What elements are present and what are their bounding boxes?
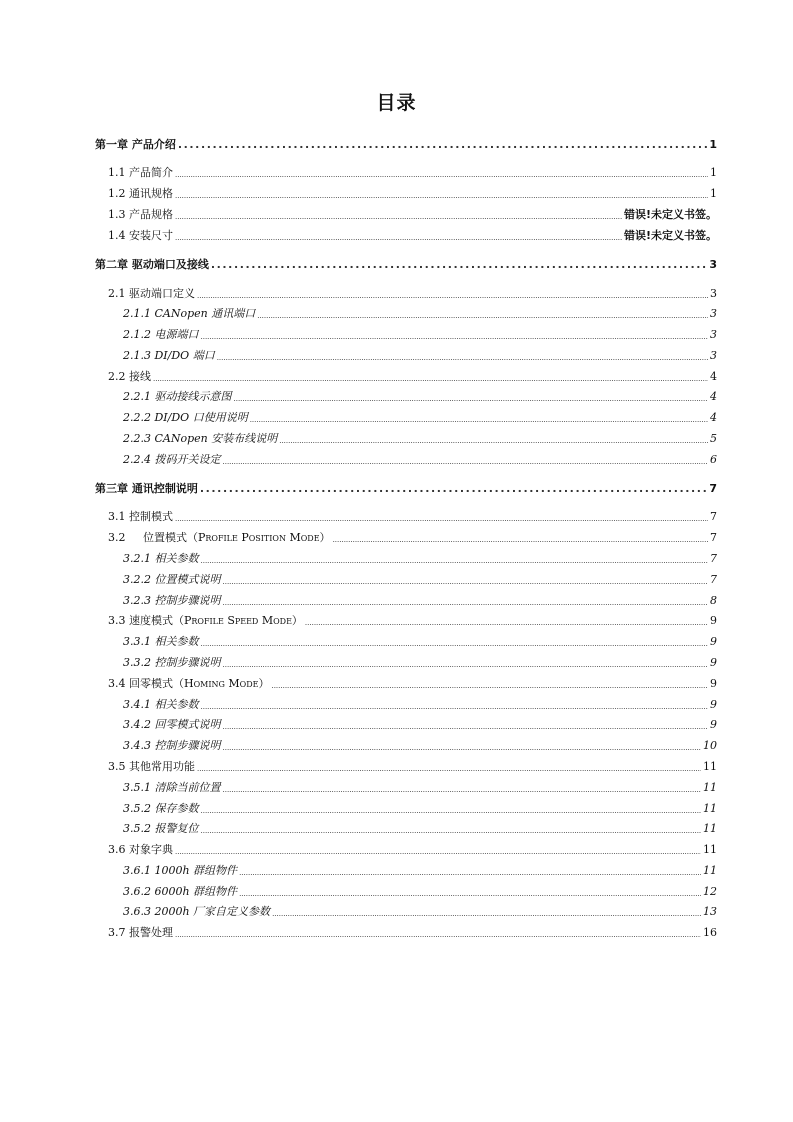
toc-entry-3-6[interactable]: [108, 842, 717, 858]
toc-entry-3-7[interactable]: [108, 925, 717, 941]
toc-page-number: 3: [710, 307, 717, 320]
toc-entry-3-2-1[interactable]: [123, 551, 717, 567]
toc-entry-3-5[interactable]: [108, 759, 717, 775]
toc-label: 3.1 控制模式: [108, 510, 173, 523]
dot-leader: [197, 763, 701, 775]
toc-entry-3-3-2[interactable]: [123, 655, 717, 671]
toc-entry-2-1-1[interactable]: [123, 306, 717, 322]
dot-leader: [175, 211, 622, 223]
toc-entry-2-2-4[interactable]: [123, 452, 717, 468]
toc-label: 3.2.3 控制步骤说明: [123, 594, 221, 607]
toc-label: 2.1.1 CANopen 通讯端口: [123, 307, 256, 320]
toc-label: 2.2.4 拨码开关设定: [123, 453, 221, 466]
toc-label: 3.7 报警处理: [108, 926, 173, 939]
toc-entry-2-2-1[interactable]: [123, 389, 717, 405]
toc-page-number: 12: [703, 885, 717, 898]
toc-page-number: 4: [710, 390, 717, 403]
toc-label: 3.2 位置模式（Profile Position Mode）: [108, 531, 331, 544]
dot-leader: [175, 232, 622, 244]
toc-entry-3-6-2[interactable]: [123, 884, 717, 900]
toc-label: 3.4 回零模式（Homing Mode）: [108, 677, 270, 690]
dot-leader: [333, 534, 708, 546]
dot-leader: [239, 888, 701, 900]
toc-label: 1.2 通讯规格: [108, 187, 173, 200]
toc-entry-2-1-2[interactable]: [123, 327, 717, 343]
toc-entry-3-5-1[interactable]: [123, 780, 717, 796]
dot-leader: [223, 659, 709, 671]
dot-leader: [279, 435, 708, 447]
dot-leader: [200, 481, 708, 497]
toc-bookmark-error: 错误!未定义书签。: [623, 208, 717, 221]
toc-label: 2.2.3 CANopen 安装布线说明: [123, 432, 278, 445]
toc-entry-3-4-3[interactable]: [123, 738, 717, 754]
dot-leader: [234, 393, 709, 405]
toc-label: 3.6.1 1000h 群组物件: [123, 864, 238, 877]
toc-page-number: 11: [703, 802, 717, 815]
toc-chapter-1[interactable]: [95, 137, 717, 153]
toc-label: 3.5.2 保存参数: [123, 802, 199, 815]
dot-leader: [239, 867, 701, 879]
dot-leader: [223, 597, 709, 609]
toc-page-number: 11: [703, 760, 717, 773]
toc-entry-3-5-2-alarm[interactable]: [123, 821, 717, 837]
toc-label: 3.3 速度模式（Profile Speed Mode）: [108, 614, 303, 627]
toc-page-number: 11: [703, 864, 717, 877]
dot-leader: [153, 373, 708, 385]
toc-page-number: 1: [710, 166, 717, 179]
toc-label: 3.6.3 2000h 厂家自定义参数: [123, 905, 271, 918]
toc-entry-3-2-3[interactable]: [123, 593, 717, 609]
toc-label: 第一章 产品介绍: [95, 138, 176, 151]
dot-leader: [175, 169, 708, 181]
toc-entry-3-1[interactable]: [108, 509, 717, 525]
toc-page-number: 7: [710, 552, 717, 565]
page-title: 目录: [376, 92, 417, 114]
dot-leader: [175, 513, 708, 525]
dot-leader: [272, 908, 701, 920]
dot-leader: [201, 555, 709, 567]
toc-chapter-3[interactable]: [95, 481, 717, 497]
dot-leader: [271, 680, 708, 692]
toc-entry-2-1-3[interactable]: [123, 348, 717, 364]
toc-label: 3.6 对象字典: [108, 843, 173, 856]
toc-page-number: 6: [710, 453, 717, 466]
toc-label: 3.3.1 相关参数: [123, 635, 199, 648]
toc-entry-1-2[interactable]: [108, 186, 717, 202]
toc-entry-3-4[interactable]: [108, 676, 717, 692]
dot-leader: [305, 617, 708, 629]
dot-leader: [217, 352, 708, 364]
toc-entry-3-2-2[interactable]: [123, 572, 717, 588]
dot-leader: [257, 310, 708, 322]
toc-page-number: 9: [710, 635, 717, 648]
toc-label: 3.4.2 回零模式说明: [123, 718, 221, 731]
dot-leader: [250, 414, 708, 426]
toc-page-number: 5: [710, 432, 717, 445]
toc-label: 3.5.2 报警复位: [123, 822, 199, 835]
toc-page-number: 10: [703, 739, 717, 752]
toc-page-number: 7: [709, 482, 717, 495]
toc-page-number: 11: [703, 781, 717, 794]
dot-leader: [175, 846, 701, 858]
toc-entry-3-6-3[interactable]: [123, 904, 717, 920]
toc-page-number: 7: [710, 573, 717, 586]
toc-page-number: 16: [703, 926, 717, 939]
toc-page-number: 4: [710, 370, 717, 383]
dot-leader: [201, 331, 709, 343]
dot-leader: [175, 190, 708, 202]
toc-page-number: 9: [710, 718, 717, 731]
toc-bookmark-error: 错误!未定义书签。: [623, 229, 717, 242]
toc-label: 3.6.2 6000h 群组物件: [123, 885, 238, 898]
toc-label: 2.1.3 DI/DO 端口: [123, 349, 215, 362]
dot-leader: [201, 701, 709, 713]
toc-entry-3-6-1[interactable]: [123, 863, 717, 879]
toc-entry-1-4[interactable]: [108, 228, 717, 244]
toc-label: 3.5 其他常用功能: [108, 760, 195, 773]
toc-page-number: 7: [710, 531, 717, 544]
toc-label: 3.2.2 位置模式说明: [123, 573, 221, 586]
toc-page-number: 3: [710, 328, 717, 341]
dot-leader: [201, 825, 702, 837]
toc-page-number: 11: [703, 822, 717, 835]
dot-leader: [223, 456, 709, 468]
toc-entry-3-3-1[interactable]: [123, 634, 717, 650]
toc-page-number: 9: [710, 677, 717, 690]
toc-label: 1.4 安装尺寸: [108, 229, 173, 242]
toc-label: 3.5.1 清除当前位置: [123, 781, 221, 794]
toc-page-number: 3: [710, 287, 717, 300]
toc-label: 2.1.2 电源端口: [123, 328, 199, 341]
toc-page-number: 7: [710, 510, 717, 523]
toc-entry-2-2-3[interactable]: [123, 431, 717, 447]
dot-leader: [201, 638, 709, 650]
dot-leader: [223, 721, 709, 733]
toc-page-number: 9: [710, 614, 717, 627]
toc-label: 2.2.1 驱动接线示意图: [123, 390, 232, 403]
toc-entry-2-1[interactable]: [108, 286, 717, 302]
toc-label: 3.4.1 相关参数: [123, 698, 199, 711]
toc-label: 1.1 产品简介: [108, 166, 173, 179]
toc-chapter-2[interactable]: [95, 257, 717, 273]
toc-entry-3-4-2[interactable]: [123, 717, 717, 733]
toc-entry-3-2[interactable]: [108, 530, 717, 546]
toc-page-number: 13: [703, 905, 717, 918]
dot-leader: [223, 576, 709, 588]
toc-label: 第二章 驱动端口及接线: [95, 258, 209, 271]
dot-leader: [197, 290, 708, 302]
toc-entry-2-2[interactable]: [108, 369, 717, 385]
toc-entry-3-5-2[interactable]: [123, 801, 717, 817]
toc-page-number: 8: [710, 594, 717, 607]
toc-label: 2.2.2 DI/DO 口使用说明: [123, 411, 248, 424]
toc-page-number: 3: [710, 349, 717, 362]
dot-leader: [175, 929, 701, 941]
toc-entry-1-3[interactable]: [108, 207, 717, 223]
toc-label: 3.2.1 相关参数: [123, 552, 199, 565]
toc-page-number: 11: [703, 843, 717, 856]
toc-label: 2.1 驱动端口定义: [108, 287, 195, 300]
dot-leader: [223, 784, 702, 796]
toc-page-number: 3: [709, 258, 717, 271]
toc-entry-1-1[interactable]: [108, 165, 717, 181]
dot-leader: [178, 137, 708, 153]
toc-entry-2-2-2[interactable]: [123, 410, 717, 426]
toc-label: 2.2 接线: [108, 370, 151, 383]
toc-entry-3-3[interactable]: [108, 613, 717, 629]
toc-entry-3-4-1[interactable]: [123, 697, 717, 713]
toc-page-number: 1: [710, 187, 717, 200]
dot-leader: [211, 257, 708, 273]
toc-label: 3.3.2 控制步骤说明: [123, 656, 221, 669]
toc-label: 第三章 通讯控制说明: [95, 482, 198, 495]
toc-label: 3.4.3 控制步骤说明: [123, 739, 221, 752]
toc-page-number: 9: [710, 656, 717, 669]
dot-leader: [201, 805, 702, 817]
toc-page-number: 1: [709, 138, 717, 151]
toc-label: 1.3 产品规格: [108, 208, 173, 221]
toc-page-number: 9: [710, 698, 717, 711]
dot-leader: [223, 742, 702, 754]
toc-page-number: 4: [710, 411, 717, 424]
